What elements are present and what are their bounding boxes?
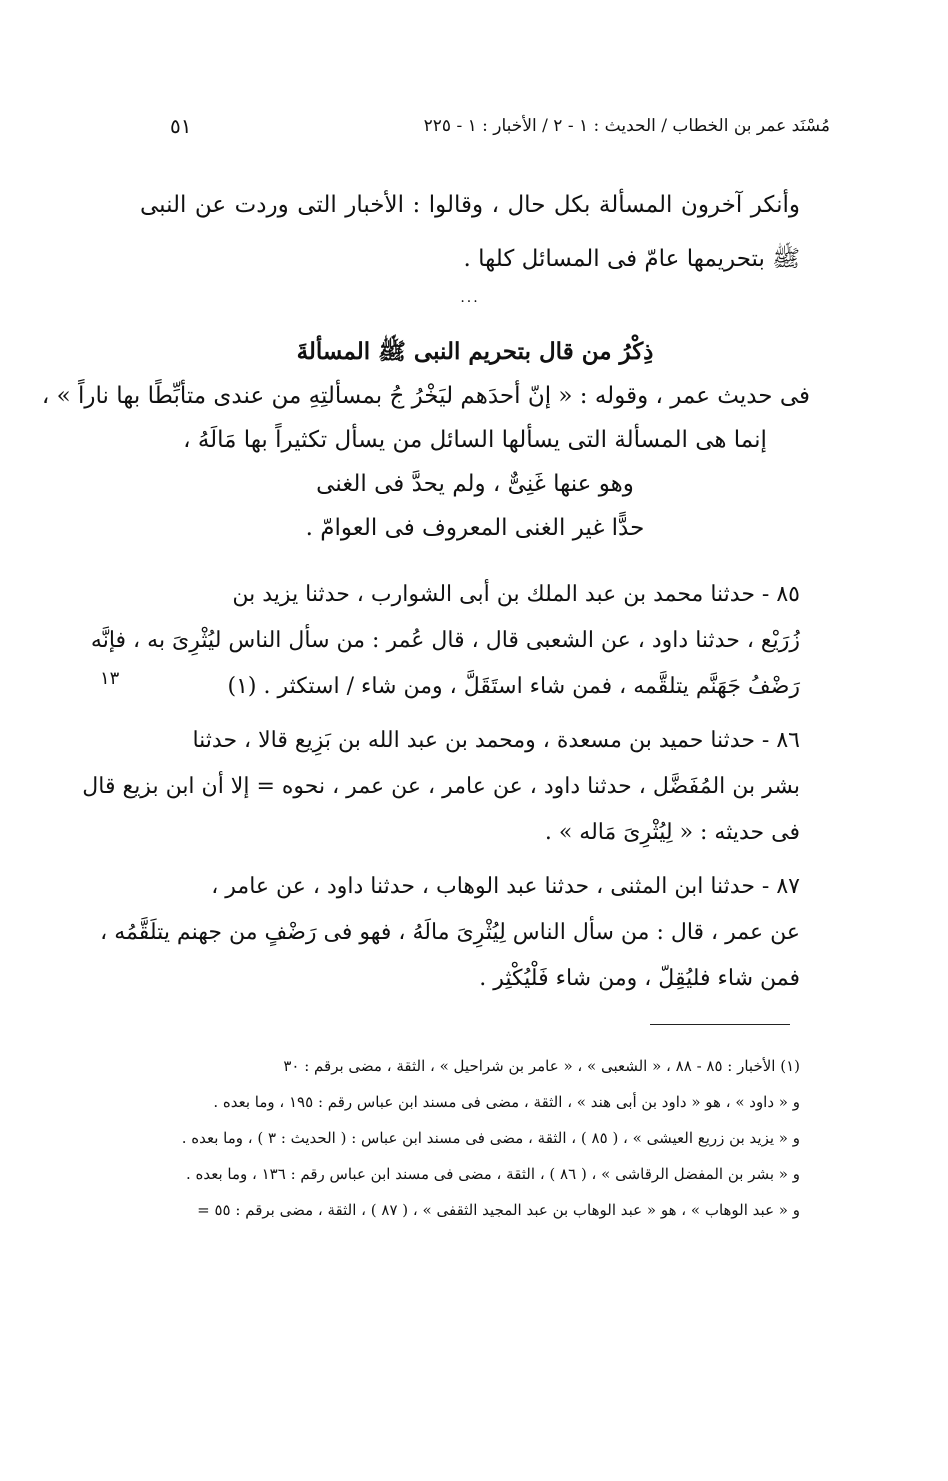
footnote-line: و « داود » ، هو « داود بن أبى هند » ، الثقة ، مضى فى مسند ابن عباس رقم : ١٩٥ ، وما بعده . [213, 1093, 800, 1111]
running-title: مُسْنَد عمر بن الخطاب / الحديث : ١ - ٢ / الأخبار : ١ - ٢٢٥ [423, 116, 830, 136]
section-separator: ... [460, 290, 480, 306]
heading-line: وهو عنها غَنِىٌّ ، ولم يحدَّ فى الغنى [316, 471, 634, 497]
hadith-87 [100, 864, 800, 1002]
hadith-line: فمن شاء فليُقِلّ ، ومن شاء فَلْيُكْثِر . [479, 966, 800, 991]
hadith-line: عن عمر ، قال : من سأل الناس لِيُثْرِىَ مالَهُ ، فهو فى رَضْفٍ من جهنم يتلَقَّمُه ، [100, 920, 800, 945]
hadith-line: ٨٥ - حدثنا محمد بن عبد الملك بن أبى الشوارب ، حدثنا يزيد بن [232, 582, 800, 607]
page-header [170, 108, 830, 144]
footnote-line: و « عبد الوهاب » ، هو « عبد الوهاب بن عبد المجيد الثقفى » ، ( ٨٧ ) ، الثقة ، مضى برقم : ٥٥ = [197, 1201, 800, 1219]
section-heading [41, 330, 810, 550]
hadith-line: ٨٧ - حدثنا ابن المثنى ، حدثنا عبد الوهاب ، حدثنا داود ، عن عامر ، [211, 874, 800, 899]
page-number: ٥١ [170, 114, 192, 138]
heading-line: فى حديث عمر ، وقوله : « إنّ أحدَهم ليَخْرُ جُ بمسألتِهِ من عندى متأبِّطًا بها ناراً » ، [41, 383, 810, 409]
hadith-line: بشر بن المُفَضَّل ، حدثنا داود ، عن عامر ، عن عمر ، نحوه = إلا أن ابن بزيع قال [82, 774, 800, 799]
intro-line: ﷺ بتحريمها عامّ فى المسائل كلها . [463, 246, 800, 272]
margin-number: ١٣ [100, 668, 120, 689]
hadith-86 [82, 718, 800, 856]
heading-line: إنما هى المسألة التى يسألها السائل من يسأل تكثيراً بها مَالَهُ ، [183, 427, 767, 453]
hadith-line: رَضْفُ جَهَنَّم يتلقَّمه ، فمن شاء استَقَلَّ ، ومن شاء / استكثر . (١) [227, 674, 800, 699]
heading-title: ذِكْرُ من قال بتحريم النبى ﷺ المسألةَ [296, 338, 654, 365]
footnote-rule [650, 1024, 790, 1025]
hadith-line: ٨٦ - حدثنا حميد بن مسعدة ، ومحمد بن عبد الله بن بَزِيع قالا ، حدثنا [192, 728, 800, 753]
hadith-line: فى حديثه : « لِيُثْرِىَ مَاله » . [544, 820, 800, 845]
footnote-line: و « يزيد بن زريع العيشى » ، ( ٨٥ ) ، الثقة ، مضى فى مسند ابن عباس : ( الحديث : ٣ ) ، وما بعده . [181, 1129, 800, 1147]
footnotes [140, 1048, 800, 1228]
hadith-line: زُرَيْع ، حدثنا داود ، عن الشعبى قال ، قال عُمر : من سأل الناس ليُثْرِىَ به ، فإنَّه [90, 628, 800, 653]
heading-line: حدًّا غير الغنى المعروف فى العوامّ . [305, 515, 645, 541]
footnote-line: (١) الأخبار : ٨٥ - ٨٨ ، « الشعبى » ، « عامر بن شراحيل » ، الثقة ، مضى برقم : ٣٠ [283, 1057, 800, 1075]
intro-line: وأنكر آخرون المسألة بكل حال ، وقالوا : الأخبار التى وردت عن النبى [140, 192, 800, 218]
footnote-line: و « بشر بن المفضل الرقاشى » ، ( ٨٦ ) ، الثقة ، مضى فى مسند ابن عباس رقم : ١٣٦ ، وما بعده . [185, 1165, 800, 1183]
intro-paragraph [140, 178, 800, 286]
